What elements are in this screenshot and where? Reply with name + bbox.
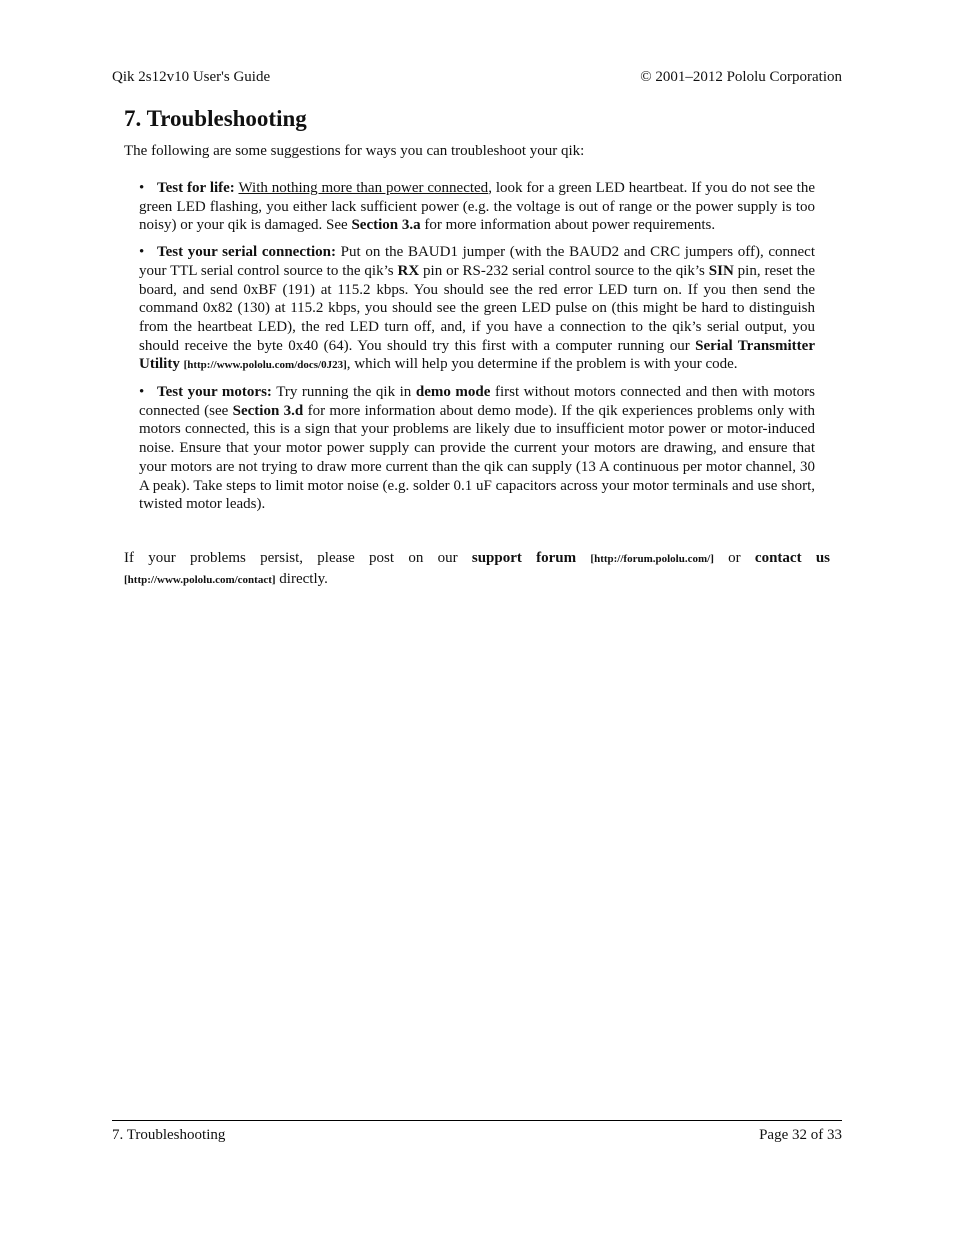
serial-transmitter-url[interactable]: [http://www.pololu.com/docs/0J23] [183, 359, 347, 372]
item-text: first without motors connected and then with motors connected (see [139, 384, 816, 419]
footer-section: 7. Troubleshooting [112, 1127, 226, 1143]
bullet: • [139, 244, 145, 261]
support-forum-url[interactable]: [http://forum.pololu.com/] [590, 553, 714, 565]
item-text: Try running the qik in [271, 384, 416, 401]
footer-divider [112, 1120, 842, 1121]
underlined-text: With nothing more than power connected [238, 180, 489, 196]
item-text: for more information about demo mode). If the qik experiences problems only with motors connected, this is a sign that your problems are likely due to insufficient motor power or motor-induced noise. Ensure that your motor power supply can provide the current your motors are drawing, and ensure that your motors are not trying to draw more current than the qik can supply (13 A continuous per motor channel, 30 A peak). Take steps to limit motor noise (e.g. solder 0.1 uF capacitors across your motor terminals and use short, twisted motor leads). [139, 402, 815, 513]
bullet: • [139, 180, 145, 196]
section-3d-link[interactable]: Section 3.d [232, 402, 304, 419]
item-text: , which will help you determine if the problem is with your code. [346, 356, 738, 373]
demo-mode-term: demo mode [415, 384, 491, 401]
serial-transmitter-link[interactable]: Serial Transmitter Utility [139, 337, 815, 373]
suggestion-list [139, 179, 815, 522]
item-text: pin, reset the board, and send 0xBF (191) at 115.2 kbps. You should see the red error LED turn on. If you then send the command 0x82 (130) at 115.2 kbps, you should see the green LED pulse on (this might be hard to distinguish from the heartbeat LED), the red LED turn off, and, if you have a connection to the qik’s serial output, you should receive the byte 0x40 (64). You should try this first with a computer running our [139, 262, 815, 354]
list-item-test-serial [139, 243, 815, 375]
list-item-test-motors [139, 383, 815, 514]
document-title: Qik 2s12v10 User's Guide [112, 69, 271, 85]
list-item-test-for-life [139, 179, 815, 235]
sin-pin: SIN [708, 262, 734, 279]
closing-text: or [713, 550, 755, 566]
page-footer [112, 1127, 842, 1144]
section-3a-link[interactable]: Section 3.a [351, 217, 421, 234]
closing-paragraph [124, 549, 830, 590]
contact-us-link[interactable]: contact us [754, 550, 831, 566]
item-text: , look for a green LED heartbeat. If you do not see the green LED flashing, you either lack sufficient power (e.g. the voltage is out of range or the power supply is too noisy) or your qik is damaged. See [139, 180, 816, 234]
page-header [112, 69, 842, 86]
rx-pin: RX [397, 262, 420, 279]
item-label: Test for life: [157, 180, 235, 196]
bullet: • [139, 384, 145, 401]
closing-text: directly. [275, 570, 328, 587]
support-forum-link[interactable]: support forum [471, 550, 577, 566]
closing-text: If your problems persist, please post on our [124, 550, 472, 566]
item-label: Test your motors: [157, 384, 272, 401]
section-intro: The following are some suggestions for ways you can troubleshoot your qik: [124, 143, 585, 159]
item-text: pin or RS-232 serial control source to the qik’s [419, 262, 709, 279]
item-label: Test your serial connection: [157, 244, 336, 261]
page-number: Page 32 of 33 [759, 1127, 842, 1143]
contact-us-url[interactable]: [http://www.pololu.com/contact] [124, 573, 276, 586]
item-text: Put on the BAUD1 jumper (with the BAUD2 and CRC jumpers off), connect your TTL serial control source to the qik’s [139, 244, 815, 279]
item-text: for more information about power requirements. [420, 217, 716, 234]
copyright-notice: © 2001–2012 Pololu Corporation [640, 69, 842, 85]
section-title: 7. Troubleshooting [124, 106, 307, 131]
